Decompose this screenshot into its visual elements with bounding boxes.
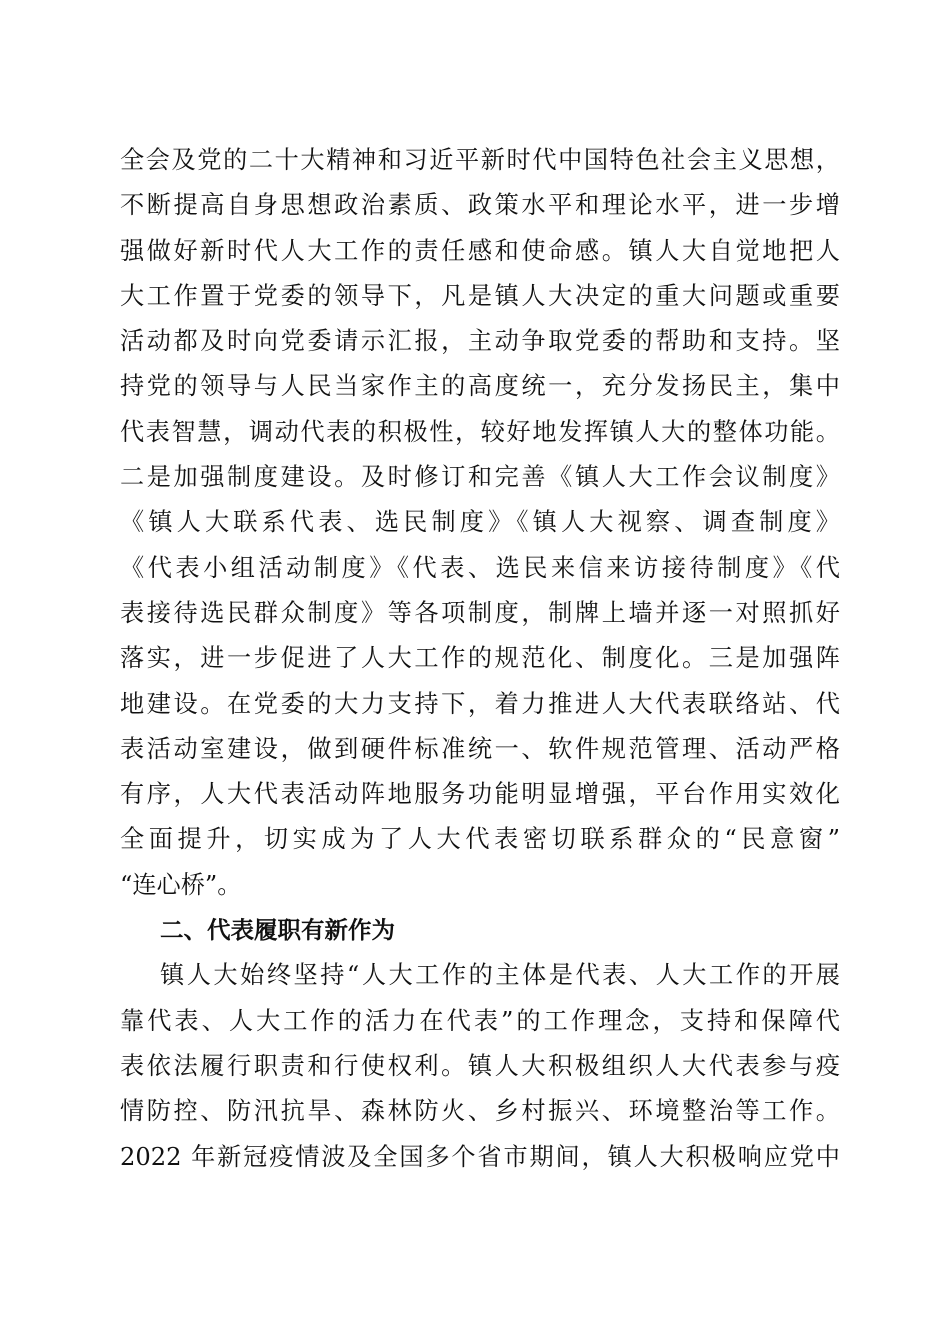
text-line: 《镇人大联系代表、选民制度》《镇人大视察、调查制度》 (120, 508, 840, 537)
text-line: 靠代表、人大工作的活力在代表”的工作理念，支持和保障代 (120, 1006, 840, 1035)
text-line: 表活动室建设，做到硬件标准统一、软件规范管理、活动严格 (120, 734, 840, 763)
text-line: 不断提高自身思想政治素质、政策水平和理论水平，进一步增 (120, 191, 840, 220)
text-line: 《代表小组活动制度》《代表、选民来信来访接待制度》《代 (120, 553, 840, 582)
text-line: 有序，人大代表活动阵地服务功能明显增强，平台作用实效化 (120, 780, 840, 809)
section-heading: 二、代表履职有新作为 (160, 916, 395, 945)
text-line: 持党的领导与人民当家作主的高度统一，充分发扬民主，集中 (120, 372, 840, 401)
text-line: 大工作置于党委的领导下，凡是镇人大决定的重大问题或重要 (120, 281, 840, 310)
text-line: 表接待选民群众制度》等各项制度，制牌上墙并逐一对照抓好 (120, 598, 840, 627)
text-line: 地建设。在党委的大力支持下，着力推进人大代表联络站、代 (120, 689, 840, 718)
text-line: 落实，进一步促进了人大工作的规范化、制度化。三是加强阵 (120, 644, 840, 673)
text-line: 2022 年新冠疫情波及全国多个省市期间，镇人大积极响应党中 (120, 1142, 840, 1171)
text-line: 二是加强制度建设。及时修订和完善《镇人大工作会议制度》 (120, 463, 840, 492)
text-line: 代表智慧，调动代表的积极性，较好地发挥镇人大的整体功能。 (120, 417, 840, 446)
text-line: “连心桥”。 (120, 870, 242, 899)
body-text (120, 138, 840, 1180)
text-line: 强做好新时代人大工作的责任感和使命感。镇人大自觉地把人 (120, 236, 840, 265)
text-line: 全会及党的二十大精神和习近平新时代中国特色社会主义思想， (120, 146, 840, 174)
text-line: 全面提升，切实成为了人大代表密切联系群众的“民意窗” (120, 825, 840, 854)
text-line: 活动都及时向党委请示汇报，主动争取党委的帮助和支持。坚 (120, 327, 840, 356)
text-line: 表依法履行职责和行使权利。镇人大积极组织人大代表参与疫 (120, 1051, 840, 1080)
text-line: 镇人大始终坚持“人大工作的主体是代表、人大工作的开展 (160, 961, 840, 990)
text-line: 情防控、防汛抗旱、森林防火、乡村振兴、环境整治等工作。 (120, 1097, 840, 1126)
